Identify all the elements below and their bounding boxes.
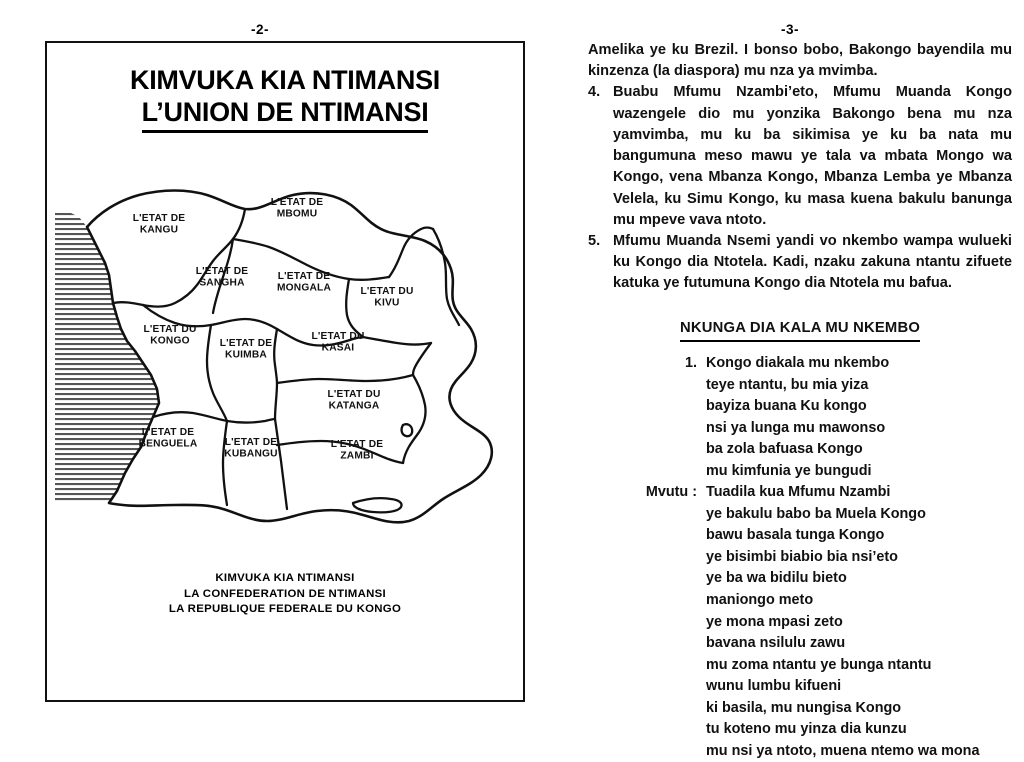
song-line-text: bawu basala tunga Kongo [706,527,885,544]
folio-right: -3- [781,22,799,37]
map-label-letat-de-mbomu: L'ETAT DE MBOMU [270,197,324,220]
plate-title-line1: KIMVUKA KIA NTIMANSI [130,65,440,95]
map-label-letat-de-sangha: L'ETAT DE SANGHA [195,266,249,289]
song-line [588,353,1012,375]
right-column-text [588,40,1012,762]
map-label-letat-du-kongo: L'ETAT DU KONGO [143,324,197,347]
song-line [588,525,1012,547]
map-label-letat-du-katanga: L'ETAT DU KATANGA [327,389,381,412]
folio-left: -2- [251,22,269,37]
song-line-text: ye ba wa bidilu bieto [706,570,847,587]
list-item-number: 5. [588,232,601,249]
song-line-text: mu zoma ntantu ye bunga ntantu [706,656,932,673]
list-item-text: Buabu Mfumu Nzambi’eto, Mfumu Muanda Kongo wazengele dio mu yonzika Bakongo bena mu nza yamvimba, mu ku ba sikimisa ye ku ba nata mu bangumuna meso mawu ye tala va mbata Mongo wa Kongo, vena Mbanza Kongo, Mbanza Lemba ye Mbanza Velela, ku Simu Kongo, ku masa kuena bakulu banunga mu mpeve vava ntoto. [613,84,1012,228]
song-line [588,698,1012,720]
song-line [588,504,1012,526]
map-label-letat-de-kuimba: L'ETAT DE KUIMBA [219,338,273,361]
song-line [588,612,1012,634]
song-line-text: ba zola bafuasa Kongo [706,441,863,458]
map-label-letat-de-kubangu: L'ETAT DE KUBANGU [224,437,278,460]
map-label-letat-de-zambi: L'ETAT DE ZAMBI [330,439,384,462]
song-line-gutter: Mvutu : [645,484,697,501]
song-line-text: mu kimfunia ye bungudi [706,462,872,479]
song-line [588,719,1012,741]
song-line [588,590,1012,612]
song-line [588,633,1012,655]
map-label-letat-du-kasai: L'ETAT DU KASAI [311,331,365,354]
song-line [588,461,1012,483]
map-caption-line-0: KIMVUKA KIA NTIMANSI [215,572,355,584]
song-verse-block [588,353,1012,762]
plate-title-line2: L’UNION DE NTIMANSI [142,97,429,133]
song-line-text: ye mona mpasi zeto [706,613,843,630]
song-line-text: teye ntantu, bu mia yiza [706,376,869,393]
song-line [588,439,1012,461]
plate-title [47,65,523,133]
list-item [588,231,1012,295]
song-line [588,547,1012,569]
song-line [588,655,1012,677]
map-label-letat-de-mongala: L'ETAT DE MONGALA [276,271,332,294]
list-item-number: 4. [588,84,601,101]
song-line-text: mu nsi ya ntoto, muena ntemo wa mona [706,742,980,759]
map-caption [47,571,523,618]
song-line-text: wunu lumbu kifueni [706,678,842,695]
song-line-text: bayiza buana Ku kongo [706,398,867,415]
song-line [588,418,1012,440]
song-line-text: ye bisimbi biabio bia nsi’eto [706,548,898,565]
map-label-letat-de-kangu: L'ETAT DE KANGU [132,213,186,236]
paragraph-continued: Amelika ye ku Brezil. I bonso bobo, Bakongo bayendila mu kinzenza (la diaspora) mu nza ya mvimba. [588,42,1012,80]
list-item [588,82,1012,231]
song-line-text: Kongo diakala mu nkembo [706,355,890,372]
song-heading [588,318,1012,343]
map-label-letat-de-benguela: L'ETAT DE BENGUELA [138,427,198,450]
song-line-text: Tuadila kua Mfumu Nzambi [706,484,891,501]
song-line [588,396,1012,418]
song-line [588,741,1012,762]
right-page [556,0,1024,759]
map-plate [45,41,525,702]
song-line [588,482,1012,504]
map-label-letat-du-kivu: L'ETAT DU KIVU [360,286,414,309]
map-figure [47,173,523,563]
country-outline [87,191,492,523]
song-line-text: bavana nsilulu zawu [706,635,846,652]
song-line-text: maniongo meto [706,591,814,608]
map-caption-line-1: LA CONFEDERATION DE NTIMANSI [183,587,387,600]
song-heading-text: NKUNGA DIA KALA MU NKEMBO [680,318,920,343]
song-line [588,676,1012,698]
map-caption-line-2: LA REPUBLIQUE FEDERALE DU KONGO [168,603,402,616]
song-line-text: ki basila, mu nungisa Kongo [706,699,902,716]
song-line-gutter: 1. [684,355,697,372]
song-line [588,375,1012,397]
song-line [588,568,1012,590]
song-line-text: nsi ya lunga mu mawonso [706,419,886,436]
list-item-text: Mfumu Muanda Nsemi yandi vo nkembo wampa wulueki ku Kongo dia Ntotela. Kadi, nzaku zakuna ntantu zifuete katuka ye futumuna Kongo dia Ntotela mu bafua. [613,232,1012,292]
song-line-text: tu koteno mu yinza dia kunzu [706,721,907,738]
song-line-text: ye bakulu babo ba Muela Kongo [706,505,926,522]
